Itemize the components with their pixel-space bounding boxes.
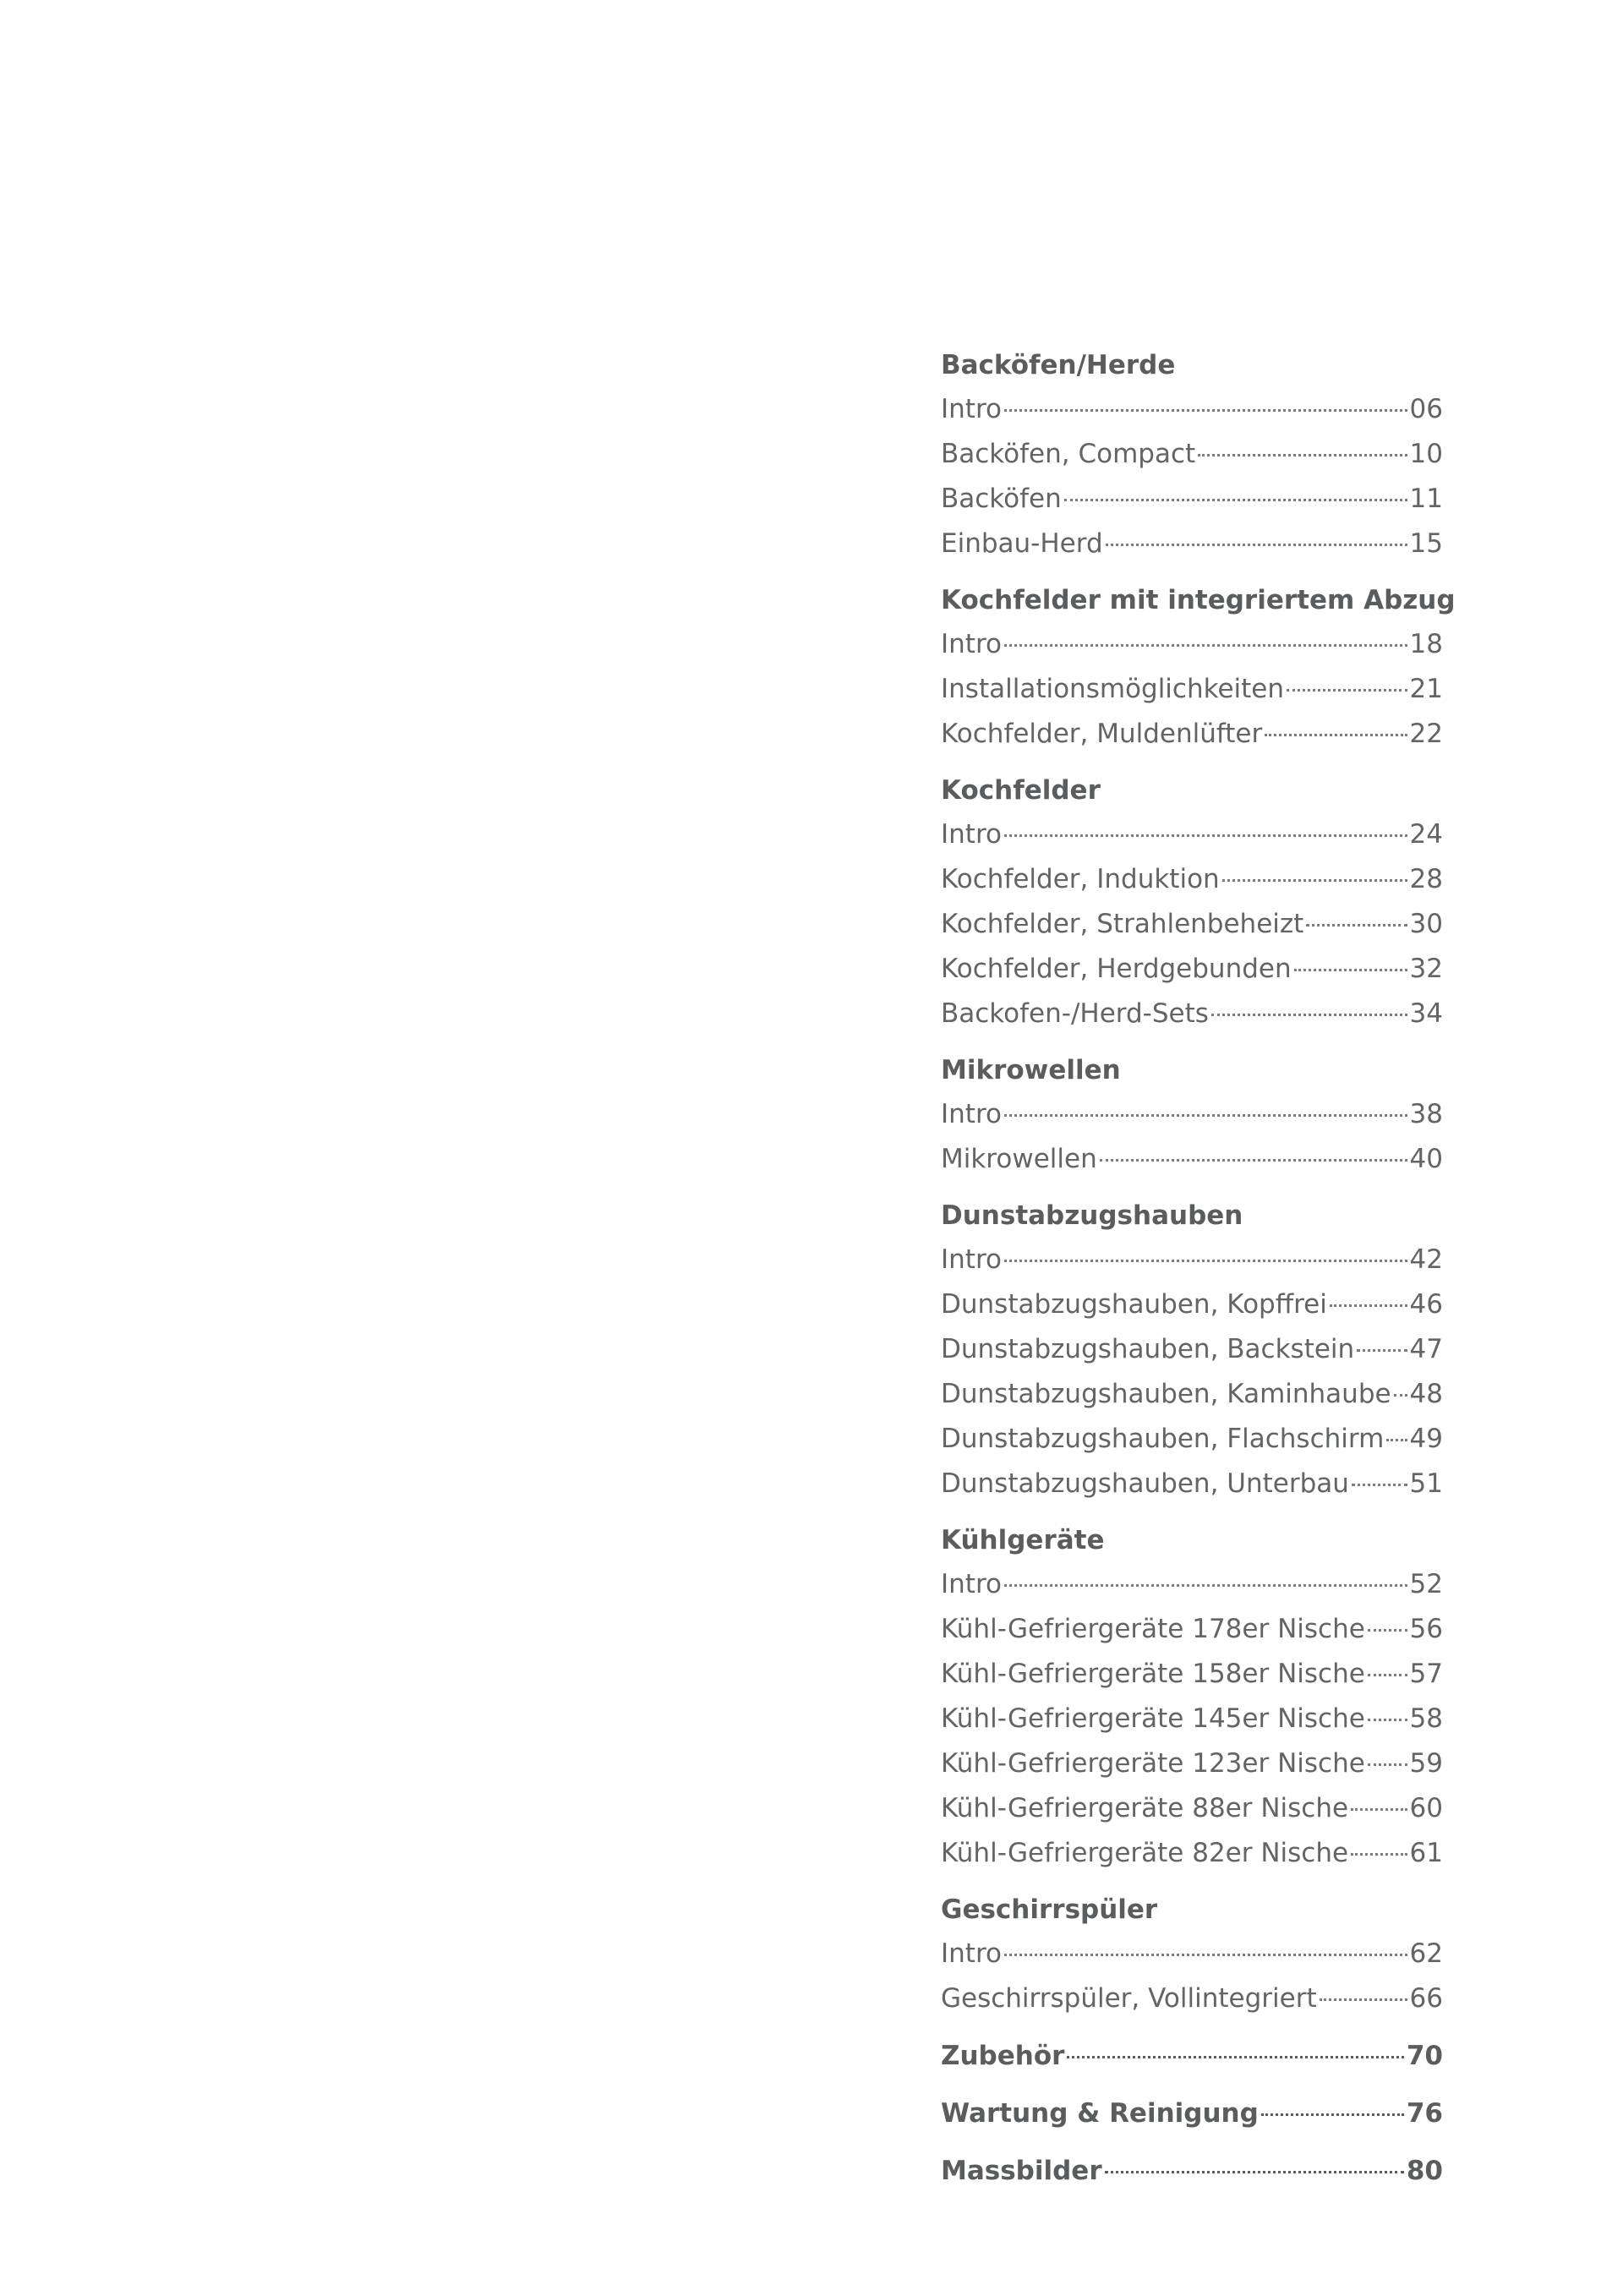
toc-entry-label: Intro	[941, 1938, 1002, 1969]
toc-entry[interactable]	[941, 432, 1443, 477]
dot-leader	[1004, 834, 1407, 837]
toc-entry-label: Kühl-Gefriergeräte 82er Nische	[941, 1838, 1349, 1868]
toc-entry-page: 24	[1409, 819, 1443, 850]
toc-entry[interactable]	[941, 1092, 1443, 1137]
toc-entry-label: Dunstabzugshauben, Unterbau	[941, 1468, 1349, 1499]
toc-entry[interactable]	[941, 1327, 1443, 1372]
dot-leader	[1067, 2056, 1403, 2058]
toc-entry-page: 15	[1409, 528, 1443, 559]
dot-leader	[1198, 454, 1407, 456]
toc-entry[interactable]	[941, 477, 1443, 522]
toc-entry-label: Zubehör	[941, 2041, 1065, 2071]
toc-entry-label: Dunstabzugshauben, Kopffrei	[941, 1289, 1327, 1320]
dot-leader	[1211, 1014, 1407, 1016]
toc-entry-page: 32	[1409, 954, 1443, 984]
dot-leader	[1004, 1584, 1407, 1587]
toc-entry-page: 61	[1409, 1838, 1443, 1868]
toc-entry-page: 30	[1409, 909, 1443, 939]
dot-leader	[1004, 409, 1407, 412]
toc-entry-page: 60	[1409, 1793, 1443, 1823]
toc-entry-label: Kühl-Gefriergeräte 145er Nische	[941, 1703, 1365, 1734]
toc-entry-label: Mikrowellen	[941, 1144, 1097, 1174]
toc-entry-page: 51	[1409, 1468, 1443, 1499]
dot-leader	[1320, 1998, 1407, 2001]
toc-entry-page: 59	[1409, 1748, 1443, 1779]
toc-main-entry[interactable]	[941, 2148, 1443, 2194]
toc-section-title: Dunstabzugshauben	[941, 1200, 1243, 1231]
toc-entry[interactable]	[941, 1282, 1443, 1327]
toc-entry-page: 80	[1406, 2156, 1443, 2186]
toc-entry[interactable]	[941, 1932, 1443, 1976]
dot-leader	[1357, 1349, 1407, 1352]
toc-entry-label: Backöfen, Compact	[941, 439, 1196, 469]
toc-entry[interactable]	[941, 1786, 1443, 1831]
toc-entry-page: 49	[1409, 1424, 1443, 1454]
dot-leader	[1368, 1674, 1407, 1676]
toc-entry[interactable]	[941, 622, 1443, 667]
toc-entry[interactable]	[941, 712, 1443, 757]
toc-section-title: Kochfelder mit integriertem Abzug	[941, 585, 1456, 615]
toc-entry[interactable]	[941, 857, 1443, 902]
toc-entry[interactable]	[941, 1741, 1443, 1786]
dot-leader	[1004, 1114, 1407, 1117]
toc-entry-page: 21	[1409, 674, 1443, 704]
toc-entry-label: Backöfen	[941, 484, 1062, 514]
toc-entry-label: Dunstabzugshauben, Backstein	[941, 1334, 1355, 1364]
toc-entry-page: 57	[1409, 1659, 1443, 1689]
toc-entry-page: 22	[1409, 719, 1443, 749]
toc-entry-page: 10	[1409, 439, 1443, 469]
toc-entry-label: Intro	[941, 1569, 1002, 1599]
dot-leader	[1105, 2171, 1404, 2173]
toc-entry-page: 28	[1409, 864, 1443, 894]
dot-leader	[1394, 1394, 1407, 1397]
toc-main-entry[interactable]	[941, 2033, 1443, 2079]
toc-entry-page: 47	[1409, 1334, 1443, 1364]
toc-entry-label: Kühl-Gefriergeräte 123er Nische	[941, 1748, 1365, 1779]
toc-entry[interactable]	[941, 1562, 1443, 1607]
toc-entry-label: Intro	[941, 629, 1002, 659]
toc-entry-label: Kochfelder, Herdgebunden	[941, 954, 1292, 984]
toc-entry[interactable]	[941, 1607, 1443, 1652]
dot-leader	[1064, 499, 1407, 501]
toc-entry-page: 66	[1409, 1983, 1443, 2014]
toc-entry-label: Kühl-Gefriergeräte 158er Nische	[941, 1659, 1365, 1689]
dot-leader	[1004, 1260, 1407, 1262]
toc-entry-page: 18	[1409, 629, 1443, 659]
dot-leader	[1352, 1484, 1407, 1486]
toc-entry[interactable]	[941, 1238, 1443, 1282]
dot-leader	[1287, 689, 1407, 692]
toc-section-title: Geschirrspüler	[941, 1894, 1158, 1925]
dot-leader	[1368, 1629, 1407, 1632]
toc-entry-label: Dunstabzugshauben, Flachschirm	[941, 1424, 1385, 1454]
toc-entry[interactable]	[941, 1372, 1443, 1417]
dot-leader	[1351, 1808, 1407, 1811]
dot-leader	[1306, 924, 1407, 927]
toc-entry-page: 34	[1409, 998, 1443, 1029]
dot-leader	[1265, 734, 1407, 736]
toc-entry-label: Kühl-Gefriergeräte 178er Nische	[941, 1614, 1365, 1644]
dot-leader	[1106, 544, 1407, 546]
toc-entry[interactable]	[941, 812, 1443, 857]
toc-entry-page: 06	[1409, 394, 1443, 424]
toc-entry[interactable]	[941, 992, 1443, 1036]
toc-entry-page: 11	[1409, 484, 1443, 514]
toc-entry-label: Wartung & Reinigung	[941, 2098, 1259, 2129]
toc-entry-label: Intro	[941, 1244, 1002, 1275]
toc-entry-label: Intro	[941, 819, 1002, 850]
dot-leader	[1386, 1439, 1407, 1441]
toc-entry-page: 56	[1409, 1614, 1443, 1644]
toc-section-title: Backöfen/Herde	[941, 350, 1176, 380]
toc-entry-page: 48	[1409, 1379, 1443, 1409]
toc-entry[interactable]	[941, 1652, 1443, 1697]
toc-section-title: Kühlgeräte	[941, 1525, 1105, 1555]
toc-entry[interactable]	[941, 1697, 1443, 1741]
toc-entry-page: 46	[1409, 1289, 1443, 1320]
toc-entry[interactable]	[941, 1831, 1443, 1876]
dot-leader	[1330, 1304, 1407, 1307]
dot-leader	[1222, 879, 1407, 882]
toc-main-entry[interactable]	[941, 2091, 1443, 2136]
toc-entry-page: 38	[1409, 1099, 1443, 1129]
toc-entry-label: Backofen-/Herd-Sets	[941, 998, 1209, 1029]
toc-entry-label: Einbau-Herd	[941, 528, 1103, 559]
toc-entry-label: Kochfelder, Strahlenbeheizt	[941, 909, 1304, 939]
dot-leader	[1004, 644, 1407, 647]
toc-entry[interactable]	[941, 1976, 1443, 2021]
toc-entry-label: Kühl-Gefriergeräte 88er Nische	[941, 1793, 1349, 1823]
toc-entry-label: Kochfelder, Muldenlüfter	[941, 719, 1263, 749]
dot-leader	[1004, 1954, 1407, 1956]
toc-entry[interactable]	[941, 1417, 1443, 1462]
toc-entry-label: Installationsmöglichkeiten	[941, 674, 1285, 704]
toc-section-title: Kochfelder	[941, 775, 1101, 806]
toc-entry-page: 42	[1409, 1244, 1443, 1275]
toc-entry[interactable]	[941, 947, 1443, 992]
dot-leader	[1368, 1763, 1407, 1766]
toc-entry-label: Massbilder	[941, 2156, 1102, 2186]
toc-entry-page: 62	[1409, 1938, 1443, 1969]
toc-entry-label: Intro	[941, 394, 1002, 424]
dot-leader	[1294, 969, 1407, 971]
toc-entry[interactable]	[941, 1137, 1443, 1182]
table-of-contents	[941, 338, 1456, 2194]
toc-entry[interactable]	[941, 667, 1443, 712]
dot-leader	[1261, 2113, 1404, 2116]
toc-entry[interactable]	[941, 902, 1443, 947]
toc-entry-label: Dunstabzugshauben, Kaminhaube	[941, 1379, 1391, 1409]
toc-entry-page: 70	[1406, 2041, 1443, 2071]
toc-entry-page: 52	[1409, 1569, 1443, 1599]
dot-leader	[1351, 1853, 1407, 1856]
toc-entry-page: 76	[1406, 2098, 1443, 2129]
toc-entry-label: Intro	[941, 1099, 1002, 1129]
toc-entry[interactable]	[941, 522, 1443, 566]
toc-entry[interactable]	[941, 387, 1443, 432]
toc-entry-page: 40	[1409, 1144, 1443, 1174]
dot-leader	[1100, 1159, 1407, 1162]
dot-leader	[1368, 1719, 1407, 1721]
toc-entry[interactable]	[941, 1462, 1443, 1506]
toc-entry-label: Kochfelder, Induktion	[941, 864, 1220, 894]
toc-section-title: Mikrowellen	[941, 1055, 1121, 1085]
toc-entry-page: 58	[1409, 1703, 1443, 1734]
toc-entry-label: Geschirrspüler, Vollintegriert	[941, 1983, 1317, 2014]
